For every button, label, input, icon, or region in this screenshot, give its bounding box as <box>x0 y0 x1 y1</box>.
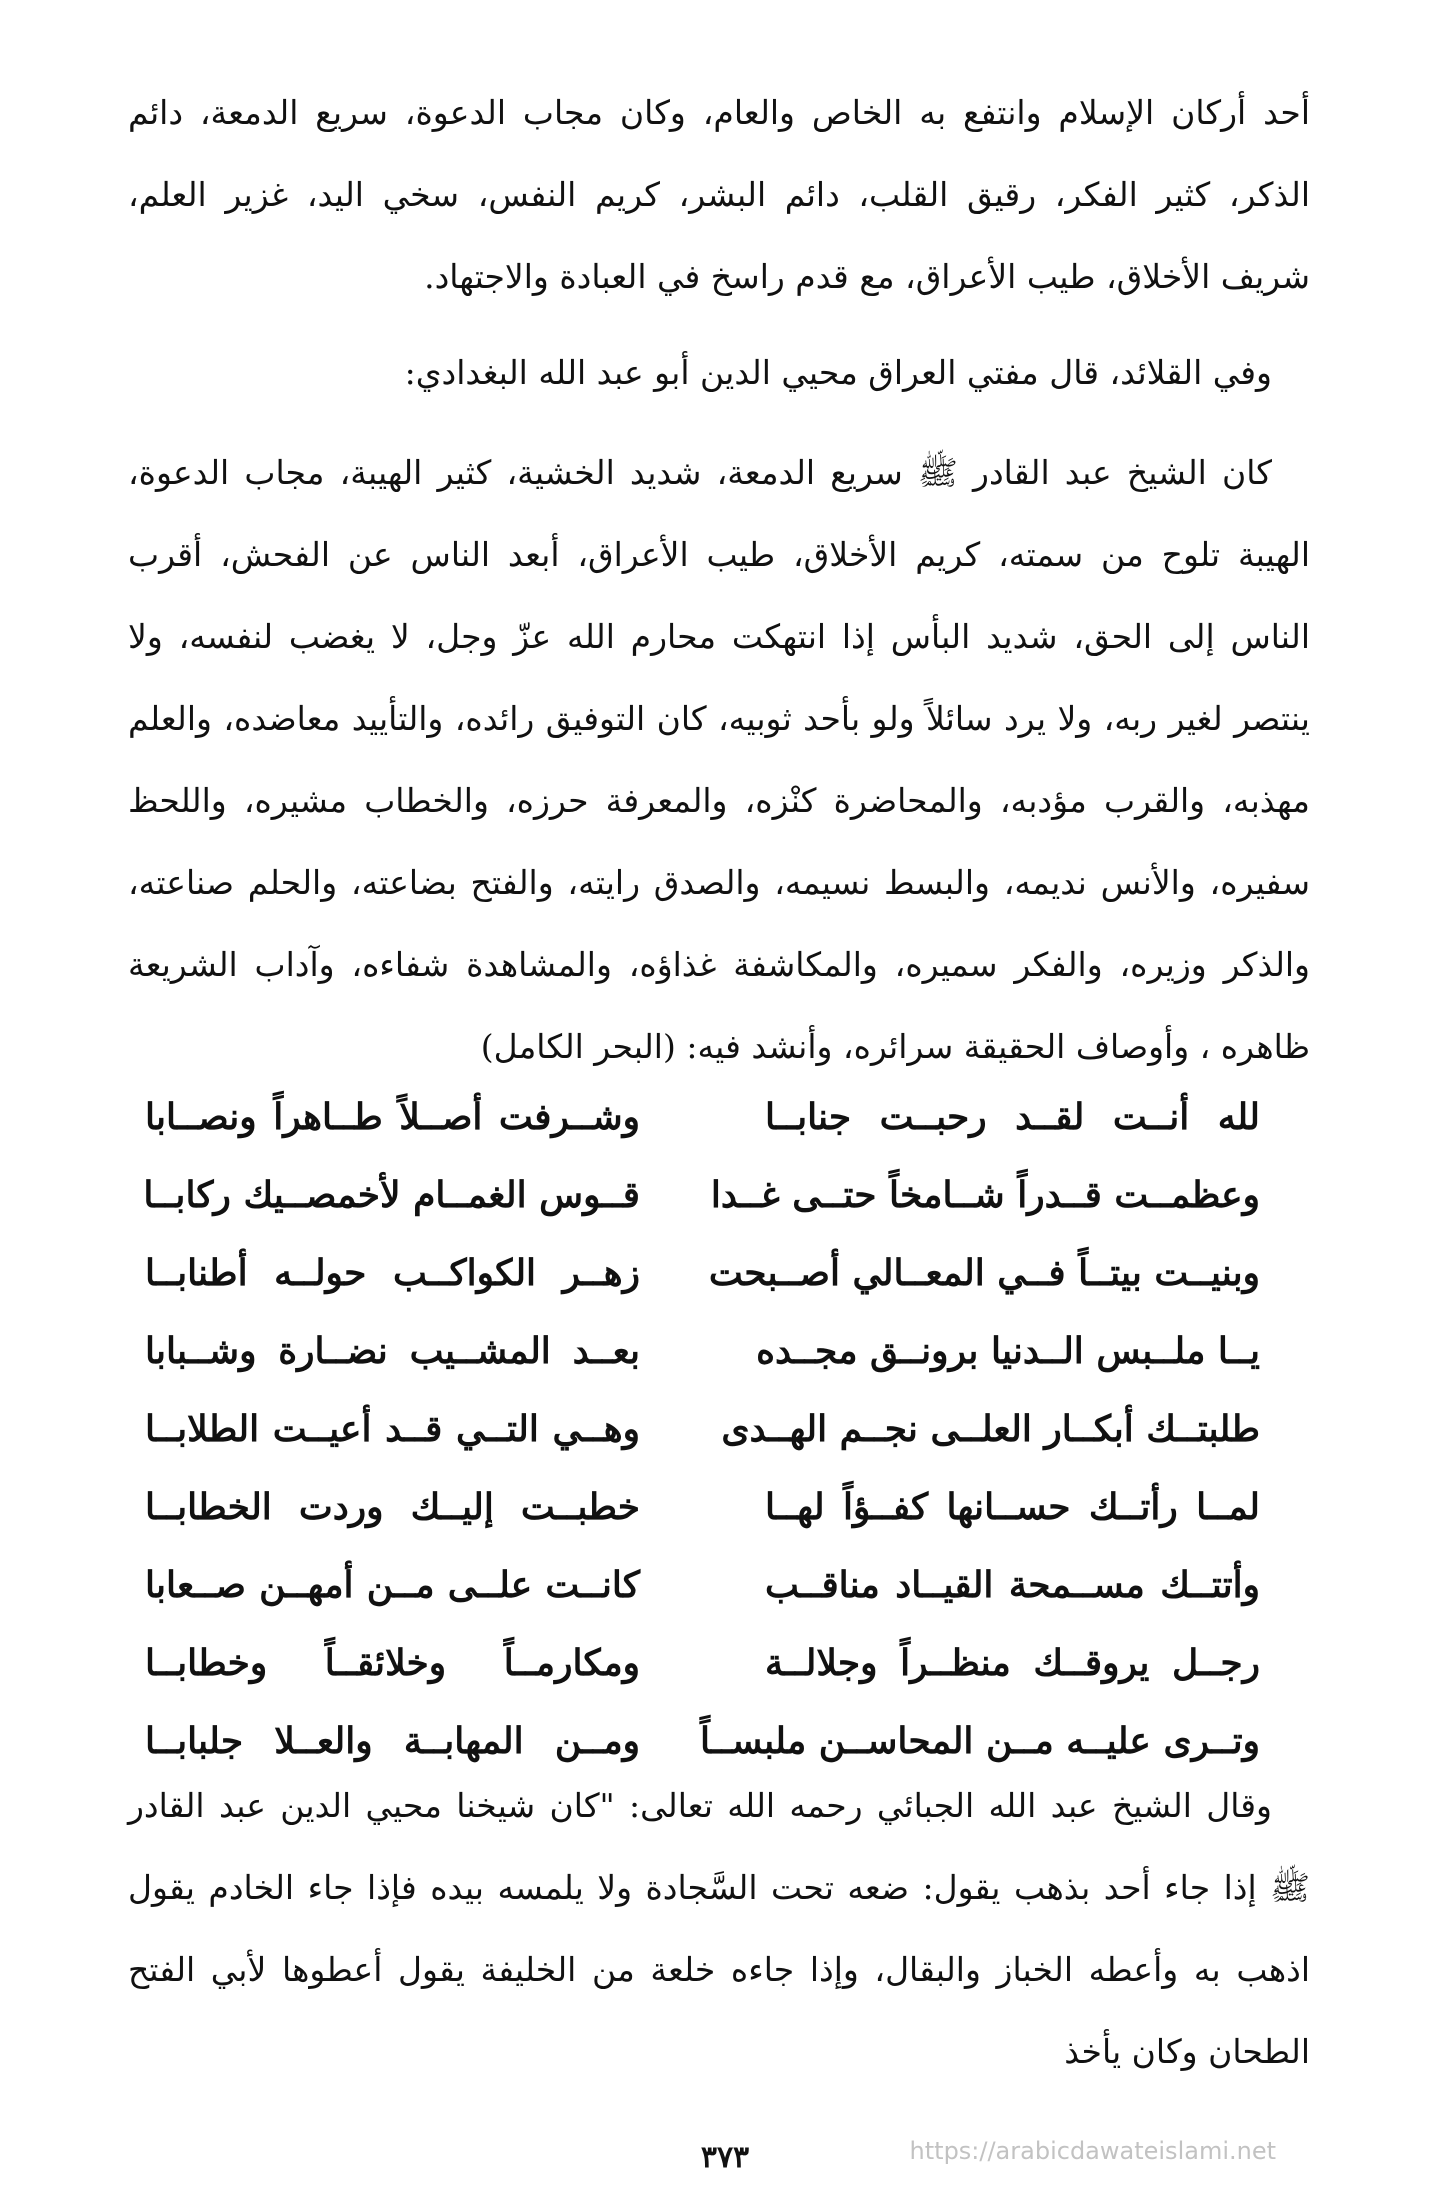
poem-verse <box>145 1390 1260 1468</box>
paragraph-virtues: أحد أركان الإسلام وانتفع به الخاص والعام، وكان مجاب الدعوة، سريع الدمعة، دائم الذكر، كثير الفكر، رقيق القلب، دائم البشر، كريم النفس، سخي اليد، غزير العلم، شريف الأخلاق، طيب الأعراق، مع قدم راسخ في العبادة والاجتهاد. <box>128 93 1310 296</box>
poem-verse <box>145 1468 1260 1546</box>
verse-second-hemistich: كانــت علــى مــن أمهــن صــعابا <box>145 1564 640 1606</box>
poem-verse <box>145 1156 1260 1234</box>
paragraph-jubbai-quote: وقال الشيخ عبد الله الجبائي رحمه الله تعالى: "كان شيخنا محيي الدين عبد القادر ﷺ إذا جاء أحد بذهب يقول: ضعه تحت السَّجادة ولا يلمسه بيده فإذا جاء الخادم يقول اذهب به وأعطه الخباز والبقال، وإذا جاءه خلعة من الخليفة يقول أعطوها لأبي الفتح الطحان وكان يأخذ <box>128 1786 1310 2071</box>
verse-second-hemistich: بعــد المشــيب نضــارة وشــبابا <box>145 1330 640 1372</box>
verse-second-hemistich: وهــي التــي قــد أعيــت الطلابــا <box>145 1408 640 1450</box>
verse-first-hemistich: وتــرى عليــه مــن المحاســن ملبســاً <box>699 1720 1260 1762</box>
poem-verse <box>145 1546 1260 1624</box>
verse-first-hemistich: لمــا رأتــك حســانها كفــؤاً لهــا <box>765 1486 1260 1528</box>
verse-first-hemistich: طلبتــك أبكــار العلــى نجــم الهــدى <box>721 1408 1260 1450</box>
watermark-url: https://arabicdawateislami.net <box>909 2137 1276 2165</box>
verse-second-hemistich: قــوس الغمــام لأخمصــيك ركابــا <box>143 1174 640 1216</box>
verse-first-hemistich: لله أنــت لقــد رحبــت جنابــا <box>765 1096 1260 1138</box>
page-number: ٣٧٣ <box>700 2140 750 2175</box>
verse-first-hemistich: رجــل يروقــك منظــراً وجلالــة <box>765 1642 1260 1684</box>
paragraph-qalaid-intro: وفي القلائد، قال مفتي العراق محيي الدين أبو عبد الله البغدادي: <box>404 353 1272 392</box>
poem-verse <box>145 1078 1260 1156</box>
verse-second-hemistich: وشــرفت أصــلاً طــاهراً ونصــابا <box>145 1096 640 1138</box>
verse-first-hemistich: يــا ملــبس الــدنيا برونــق مجــده <box>756 1330 1260 1372</box>
paragraph-shaykh-description: كان الشيخ عبد القادر ﷺ سريع الدمعة، شديد الخشية، كثير الهيبة، مجاب الدعوة، الهيبة تلوح من سمته، كريم الأخلاق، طيب الأعراق، أبعد الناس عن الفحش، أقرب الناس إلى الحق، شديد البأس إذا انتهكت محارم الله عزّ وجل، لا يغضب لنفسه، ولا ينتصر لغير ربه، ولا يرد سائلاً ولو بأحد ثوبيه، كان التوفيق رائده، والتأييد معاضده، والعلم مهذبه، والقرب مؤدبه، والمحاضرة كنْزه، والمعرفة حرزه، والخطاب مشيره، واللحظ سفيره، والأنس نديمه، والبسط نسيمه، والصدق رايته، والفتح بضاعته، والحلم صناعته، والذكر وزيره، والفكر سميره، والمكاشفة غذاؤه، والمشاهدة شفاءه، وآداب الشريعة ظاهره ، وأوصاف الحقيقة سرائره، وأنشد فيه: (البحر الكامل) <box>128 453 1310 1066</box>
poem-verse <box>145 1234 1260 1312</box>
poem <box>145 1078 1260 1780</box>
verse-second-hemistich: ومكارمــاً وخلائقــاً وخطابــا <box>145 1642 640 1684</box>
poem-verse <box>145 1312 1260 1390</box>
verse-second-hemistich: ومــن المهابــة والعــلا جلبابــا <box>145 1720 640 1762</box>
verse-first-hemistich: وبنيــت بيتــاً فــي المعــالي أصــبحت <box>708 1252 1260 1294</box>
verse-second-hemistich: زهــر الكواكــب حولــه أطنابــا <box>145 1252 640 1294</box>
poem-verse <box>145 1624 1260 1702</box>
verse-first-hemistich: وعظمــت قــدراً شــامخاً حتــى غــدا <box>710 1174 1260 1216</box>
verse-first-hemistich: وأتتــك مســمحة القيــاد مناقــب <box>765 1564 1260 1606</box>
verse-second-hemistich: خطبــت إليــك وردت الخطابــا <box>145 1486 640 1528</box>
